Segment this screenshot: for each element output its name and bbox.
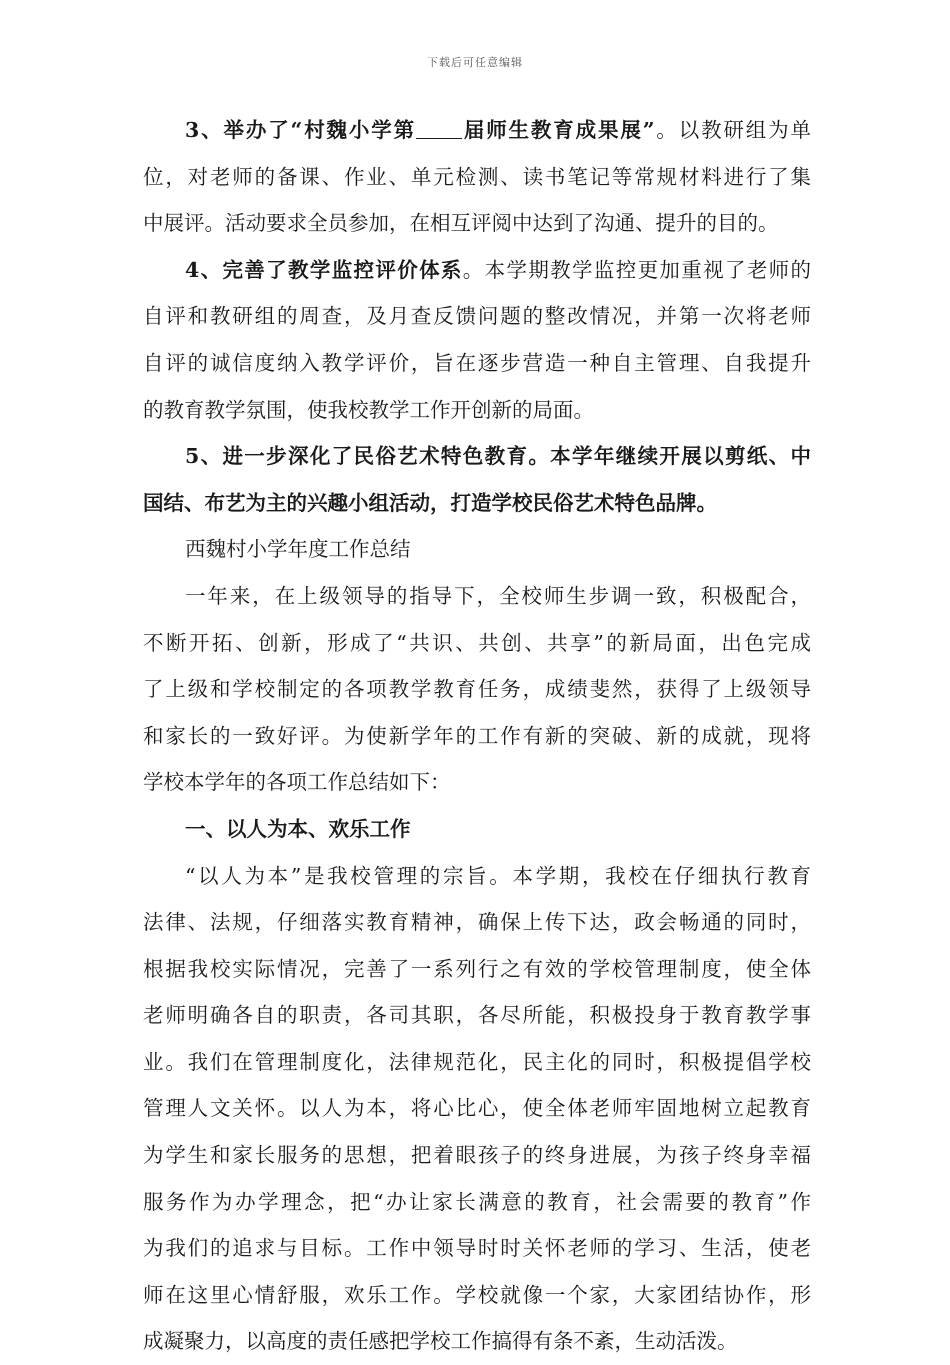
text-run: 。本学期教学监控更加重视了老师的 [462, 257, 811, 282]
paragraph-line: 成凝聚力，以高度的责任感把学校工作搞得有条不紊，生动活泼。 [143, 1329, 738, 1354]
paragraph-line [143, 107, 811, 154]
document-body [143, 107, 811, 1365]
paragraph-line: 了上级和学校制定的各项教学教育任务，成绩斐然，获得了上级领导 [143, 677, 811, 702]
bold-run: 4、完善了教学监控评价体系 [185, 257, 463, 282]
paragraph-line: 位，对老师的备课、作业、单元检测、读书笔记等常规材料进行了集 [143, 164, 811, 189]
paragraph-line: 一年来，在上级领导的指导下，全校师生步调一致，积极配合， [185, 583, 811, 608]
paragraph-line: 老师明确各自的职责，各司其职，各尽所能，积极投身于教育教学事 [143, 1003, 811, 1028]
bold-run: 届师生教育成果展” [461, 118, 655, 142]
bold-run: 3、举办了“村魏小学第 [185, 118, 416, 142]
paragraph-line: 学校本学年的各项工作总结如下： [143, 770, 451, 795]
paragraph-line: 自评的诚信度纳入教学评价，旨在逐步营造一种自主管理、自我提升 [143, 350, 811, 375]
paragraph-line: 业。我们在管理制度化，法律规范化，民主化的同时，积极提倡学校 [143, 1049, 811, 1074]
paragraph-line: 5、进一步深化了民俗艺术特色教育。本学年继续开展以剪纸、中 [185, 444, 811, 469]
paragraph-line: 为我们的追求与目标。工作中领导时时关怀老师的学习、生活，使老 [143, 1236, 811, 1261]
paragraph-line: “以人为本”是我校管理的宗旨。本学期，我校在仔细执行教育 [185, 863, 811, 888]
paragraph-line [143, 247, 811, 294]
paragraph-line: 服务作为办学理念，把“办让家长满意的教育，社会需要的教育”作 [143, 1189, 811, 1214]
document-title: 西魏村小学年度工作总结 [185, 537, 411, 562]
paragraph-line: 根据我校实际情况，完善了一系列行之有效的学校管理制度，使全体 [143, 956, 811, 981]
paragraph-line: 的教育教学氛围，使我校教学工作开创新的局面。 [143, 397, 594, 422]
fill-in-blank [416, 116, 462, 139]
paragraph-line: 为学生和家长服务的思想，把着眼孩子的终身进展，为孩子终身幸福 [143, 1143, 811, 1168]
paragraph-line: 自评和教研组的周查，及月查反馈问题的整改情况，并第一次将老师 [143, 304, 811, 329]
page-header: 下载后可任意编辑 [427, 56, 523, 69]
paragraph-line: 国结、布艺为主的兴趣小组活动，打造学校民俗艺术特色品牌。 [143, 490, 717, 515]
paragraph-line: 法律、法规，仔细落实教育精神，确保上传下达，政会畅通的同时， [143, 910, 811, 935]
paragraph-line: 不断开拓、创新，形成了“共识、共创、共享”的新局面，出色完成 [143, 630, 811, 655]
paragraph-line: 和家长的一致好评。为使新学年的工作有新的突破、新的成就，现将 [143, 723, 811, 748]
section-heading: 一、以人为本、欢乐工作 [185, 816, 411, 841]
paragraph-line: 师在这里心情舒服，欢乐工作。学校就像一个家，大家团结协作，形 [143, 1282, 811, 1307]
paragraph-line: 管理人文关怀。以人为本，将心比心，使全体老师牢固地树立起教育 [143, 1096, 811, 1121]
text-run: 。以教研组为单 [654, 118, 811, 142]
paragraph-line: 中展评。活动要求全员参加，在相互评阅中达到了沟通、提升的目的。 [143, 211, 779, 236]
